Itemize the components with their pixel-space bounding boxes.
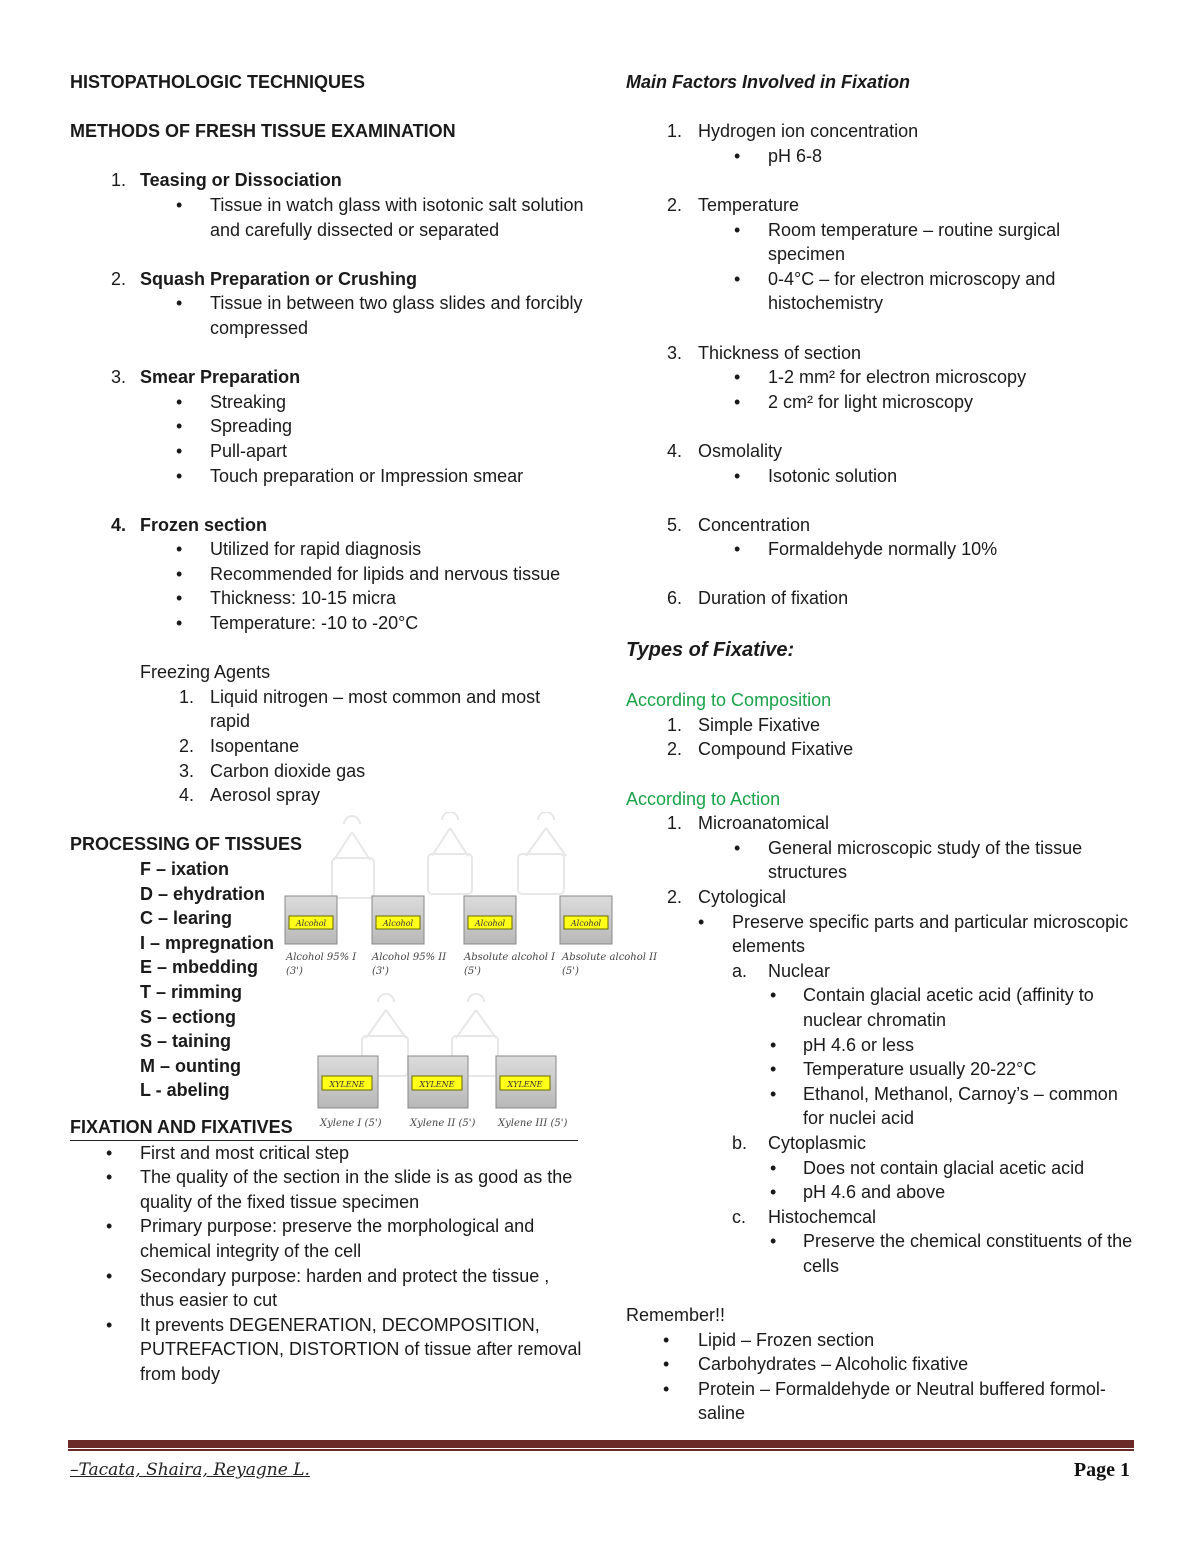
bullet-item: • Primary purpose: preserve the morphological and chemical integrity of the cell — [70, 1214, 585, 1263]
jar-icon — [496, 1056, 556, 1108]
processing-step: I – mpregnation — [140, 932, 275, 953]
list-item: 1. Microanatomical • General microscopic study of the tissue structures — [626, 811, 1136, 885]
freezing-agents-list — [70, 685, 585, 808]
bullet-item: • Recommended for lipids and nervous tissue — [70, 562, 585, 587]
factor-item: 5. Concentration • Formaldehyde normally 10% — [626, 513, 1136, 562]
remember-list — [626, 1328, 1136, 1426]
method-title: Frozen section — [140, 514, 268, 535]
bullet-item: • pH 6-8 — [626, 144, 1136, 169]
doc-title: HISTOPATHOLOGIC TECHNIQUES — [70, 72, 366, 92]
jar-caption: Absolute alcohol II — [562, 952, 658, 963]
jar-caption: (5') — [464, 966, 481, 977]
jar-icon — [408, 1056, 468, 1108]
processing-step: F – ixation — [140, 859, 230, 879]
jar-icon — [285, 896, 337, 944]
bullet-item: • pH 4.6 or less — [626, 1033, 1136, 1058]
method-item — [70, 365, 585, 488]
jar-caption: (3') — [286, 966, 303, 977]
method-item — [70, 513, 585, 636]
list-number: 4. — [110, 514, 126, 535]
jar-caption: Xylene II (5') — [410, 1118, 476, 1129]
bullet-item: • Utilized for rapid diagnosis — [70, 537, 585, 562]
jar-caption: (5') — [562, 966, 579, 977]
jar-label: XYLENE — [419, 1080, 455, 1089]
list-number: 3. — [110, 367, 126, 388]
list-item: 2. Cytological • Preserve specific parts and particular microscopic elements a. Nuclear • Contain glacial acetic acid (affinity to nuclear chromatin • pH 4.6 or less • Temperature usually 20-22°C • Ethanol, Methanol, Carnoy’s – common for nuclei acid b. Cytoplasmic • Does not contain glacial acetic acid • pH 4.6 and above c. Histochemcal • Preserve the chemical constituents of the cells — [626, 885, 1136, 1279]
bullet-item: • 0-4°C – for electron microscopy and histochemistry — [626, 267, 1136, 316]
list-item: 1. Simple Fixative — [666, 714, 821, 735]
footer-rule — [68, 1440, 1134, 1448]
bullet-item: • Room temperature – routine surgical specimen — [626, 218, 1136, 267]
alcohol-jars — [285, 896, 612, 944]
freezing-agent-item: 2. Isopentane — [178, 736, 300, 757]
bullet-item: • General microscopic study of the tissue structures — [626, 836, 1136, 885]
factors-list — [626, 119, 1136, 611]
freezing-agent-item: 3. Carbon dioxide gas — [178, 760, 366, 781]
bullet-item: • The quality of the section in the slide is as good as the quality of the fixed tissue specimen — [70, 1165, 585, 1214]
bullet-item: • 2 cm² for light microscopy — [626, 390, 1136, 415]
processing-step: C – learing — [140, 908, 233, 929]
processing-step: T – rimming — [140, 981, 243, 1002]
bullet-item: • Pull-apart — [70, 439, 585, 464]
composition-list — [626, 713, 1136, 762]
list-item: 2. Compound Fixative — [666, 739, 854, 760]
factor-item: 1. Hydrogen ion concentration • pH 6-8 — [626, 119, 1136, 168]
jar-caption: Alcohol 95% I — [286, 952, 357, 963]
bullet-item: • Spreading — [70, 414, 585, 439]
right-column — [626, 70, 1136, 1426]
factor-item: 2. Temperature • Room temperature – routine surgical specimen • 0-4°C – for electron microscopy and histochemistry — [626, 193, 1136, 316]
action-heading: According to Action — [626, 788, 781, 809]
processing-step: S – ectiong — [140, 1006, 237, 1027]
staining-jars-diagram — [282, 812, 662, 1130]
bullet-item: • Preserve specific parts and particular microscopic elements — [626, 910, 1136, 959]
bullet-item: • Streaking — [70, 390, 585, 415]
remember-label: Remember!! — [626, 1305, 726, 1326]
method-item — [70, 168, 585, 242]
processing-step: M – ounting — [140, 1055, 241, 1076]
freezing-agent-item: 4. Aerosol spray — [178, 785, 321, 806]
jar-label: Alcohol — [295, 919, 327, 928]
jar-icon — [318, 1056, 378, 1108]
footer-rule-thin — [68, 1449, 1134, 1451]
bullet-item: • First and most critical step — [70, 1141, 585, 1166]
bullet-item: • Ethanol, Methanol, Carnoy’s – common for nuclei acid — [626, 1082, 1136, 1131]
jar-caption: (3') — [372, 966, 389, 977]
jar-icon — [372, 896, 424, 944]
method-title: Squash Preparation or Crushing — [140, 268, 418, 289]
jar-caption: Xylene I (5') — [320, 1118, 382, 1129]
bullet-item: • 1-2 mm² for electron microscopy — [626, 365, 1136, 390]
jar-icon — [464, 896, 516, 944]
bullet-item: • Tissue in watch glass with isotonic salt solution and carefully dissected or separated — [70, 193, 585, 242]
action-list — [626, 811, 1136, 1278]
jar-label: Alcohol — [570, 919, 602, 928]
factor-item: 3. Thickness of section • 1-2 mm² for electron microscopy • 2 cm² for light microscopy — [626, 341, 1136, 415]
processing-step: L - abeling — [140, 1080, 230, 1101]
bullet-item: • pH 4.6 and above — [626, 1180, 1136, 1205]
jar-caption: Absolute alcohol I — [464, 952, 556, 963]
processing-step: E – mbedding — [140, 957, 259, 978]
bullet-item: • Carbohydrates – Alcoholic fixative — [626, 1352, 1136, 1377]
fixation-list — [70, 1141, 585, 1387]
bullet-item: • Temperature: -10 to -20°C — [70, 611, 585, 636]
bullet-item: • Tissue in between two glass slides and forcibly compressed — [70, 291, 585, 340]
jar-caption: Xylene III (5') — [498, 1118, 568, 1129]
jar-label: XYLENE — [507, 1080, 543, 1089]
bullet-item: • Temperature usually 20-22°C — [626, 1057, 1136, 1082]
bullet-item: • Contain glacial acetic acid (affinity to nuclear chromatin — [626, 983, 1136, 1032]
fixation-heading: FIXATION AND FIXATIVES — [70, 1115, 578, 1141]
jar-label: Alcohol — [382, 919, 414, 928]
sub-item: c. Histochemcal — [732, 1206, 877, 1227]
factor-item: 4. Osmolality • Isotonic solution — [626, 439, 1136, 488]
bullet-item: • Secondary purpose: harden and protect the tissue , thus easier to cut — [70, 1264, 585, 1313]
page-number: Page 1 — [1073, 1459, 1130, 1481]
method-item — [70, 267, 585, 341]
method-title: Smear Preparation — [140, 367, 301, 388]
processing-step: D – ehydration — [140, 883, 266, 904]
bullet-item: • Preserve the chemical constituents of the cells — [626, 1229, 1136, 1278]
types-heading: Types of Fixative: — [626, 638, 795, 661]
factors-heading: Main Factors Involved in Fixation — [626, 72, 911, 92]
processing-heading: PROCESSING OF TISSUES — [70, 834, 303, 855]
list-number: 1. — [110, 170, 126, 191]
methods-list — [70, 168, 585, 635]
bullet-item: • Formaldehyde normally 10% — [626, 537, 1136, 562]
bullet-item: • Lipid – Frozen section — [626, 1328, 1136, 1353]
jar-caption: Alcohol 95% II — [372, 952, 447, 963]
methods-heading: METHODS OF FRESH TISSUE EXAMINATION — [70, 121, 456, 142]
freezing-agents-label: Freezing Agents — [140, 662, 271, 683]
bullet-item: • It prevents DEGENERATION, DECOMPOSITION, PUTREFACTION, DISTORTION of tissue after removal from body — [70, 1313, 585, 1387]
list-number: 2. — [110, 268, 126, 289]
factor-item: 6. Duration of fixation — [666, 588, 849, 609]
xylene-jars — [318, 1056, 556, 1108]
bullet-item: • Isotonic solution — [626, 464, 1136, 489]
bullet-item: • Thickness: 10-15 micra — [70, 586, 585, 611]
bullet-item: • Does not contain glacial acetic acid — [626, 1156, 1136, 1181]
slide-rack-icon — [332, 812, 566, 898]
sub-item: a. Nuclear — [732, 960, 831, 981]
processing-step: S – taining — [140, 1031, 232, 1052]
jar-label: Alcohol — [474, 919, 506, 928]
freezing-agent-item: 1. Liquid nitrogen – most common and most rapid — [178, 686, 541, 732]
composition-heading: According to Composition — [626, 690, 832, 711]
left-column — [70, 70, 585, 1386]
jar-label: XYLENE — [329, 1080, 365, 1089]
bullet-item: • Protein – Formaldehyde or Neutral buffered formol-saline — [626, 1377, 1136, 1426]
method-title: Teasing or Dissociation — [140, 170, 342, 191]
bullet-item: • Touch preparation or Impression smear — [70, 464, 585, 489]
jar-icon — [560, 896, 612, 944]
sub-item: b. Cytoplasmic — [732, 1132, 867, 1153]
author-signature: –Tacata, Shaira, Reyagne L. — [70, 1460, 310, 1480]
